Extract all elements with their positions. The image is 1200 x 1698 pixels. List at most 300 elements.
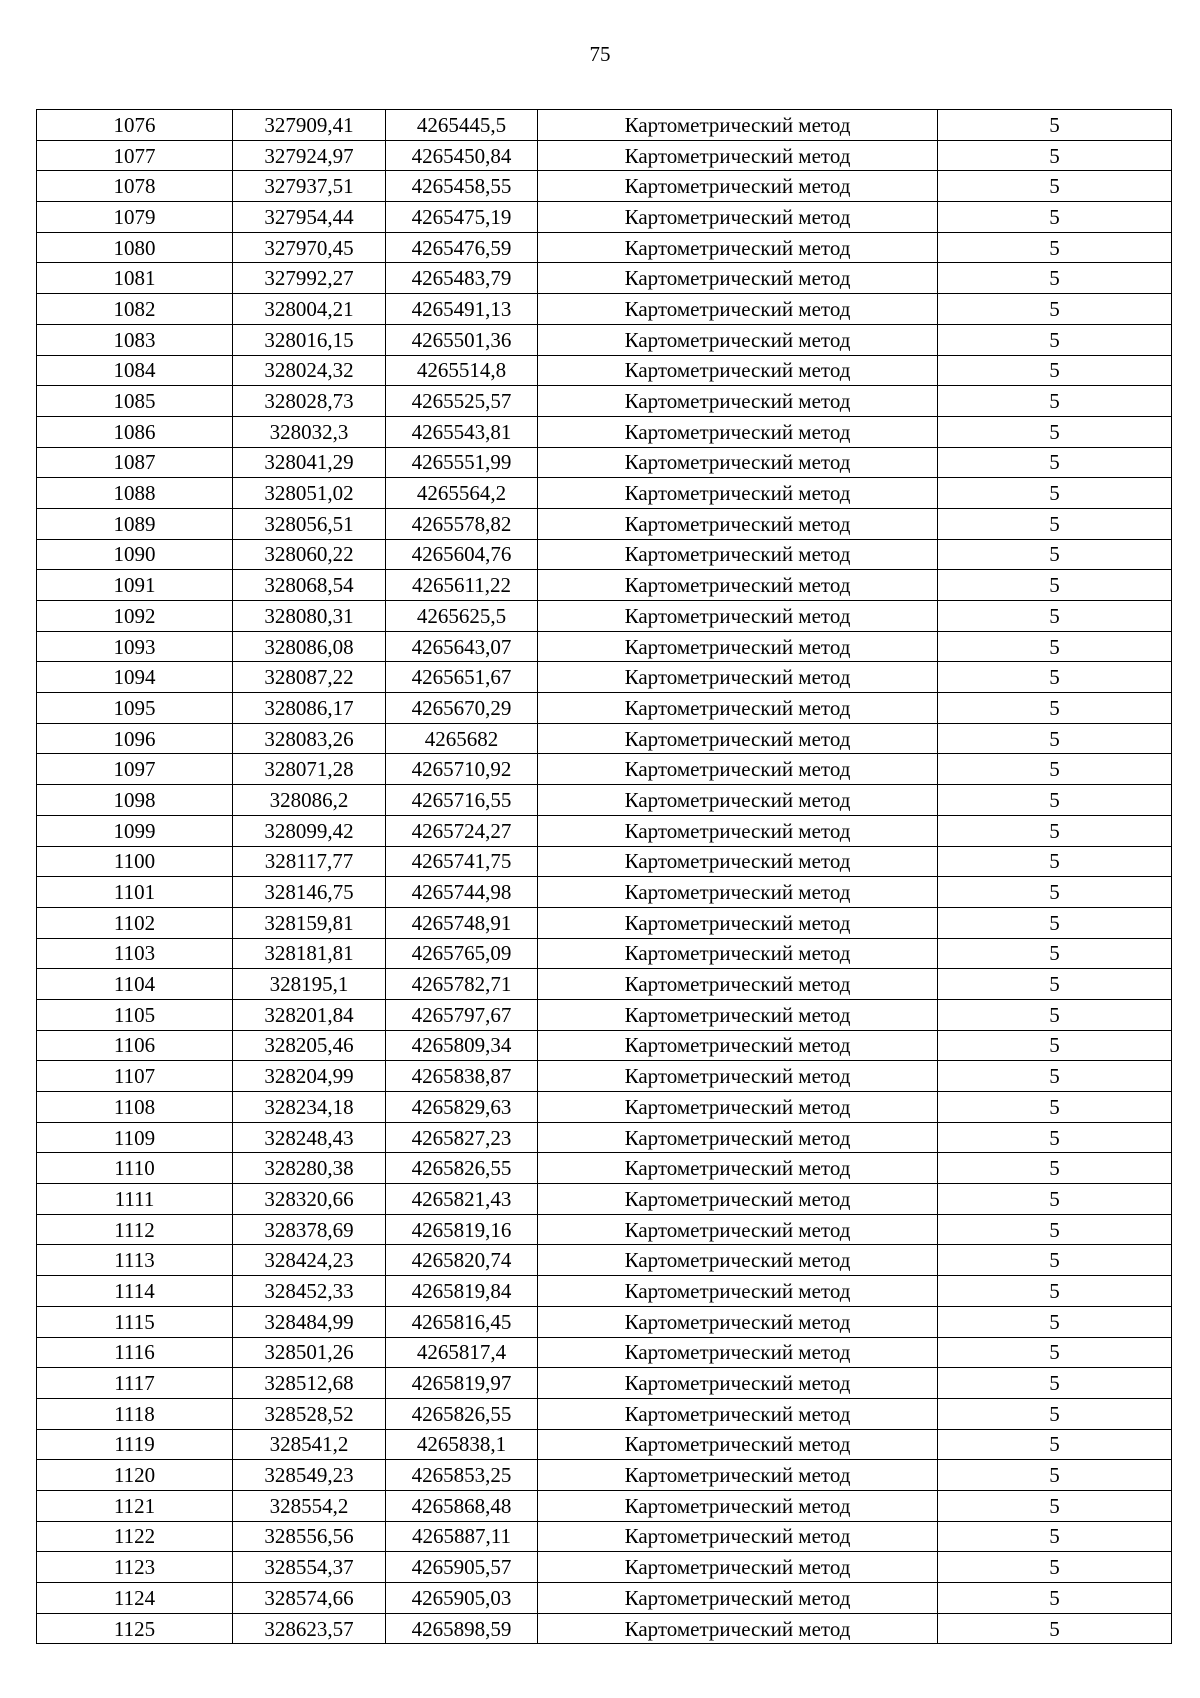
point-number-cell: 1085 xyxy=(37,386,233,417)
table-row xyxy=(37,785,1172,816)
point-number-cell: 1084 xyxy=(37,355,233,386)
table-row xyxy=(37,263,1172,294)
table-row xyxy=(37,478,1172,509)
point-number-cell: 1096 xyxy=(37,723,233,754)
point-number-cell: 1087 xyxy=(37,447,233,478)
point-number-cell: 1076 xyxy=(37,110,233,141)
y-coordinate-cell: 4265501,36 xyxy=(386,324,538,355)
x-coordinate-cell: 328556,56 xyxy=(233,1521,386,1552)
point-number-cell: 1123 xyxy=(37,1552,233,1583)
point-number-cell: 1107 xyxy=(37,1061,233,1092)
accuracy-cell: 5 xyxy=(938,1429,1172,1460)
point-number-cell: 1102 xyxy=(37,907,233,938)
table-row xyxy=(37,1552,1172,1583)
x-coordinate-cell: 328099,42 xyxy=(233,815,386,846)
x-coordinate-cell: 328146,75 xyxy=(233,877,386,908)
y-coordinate-cell: 4265491,13 xyxy=(386,294,538,325)
point-number-cell: 1121 xyxy=(37,1490,233,1521)
y-coordinate-cell: 4265543,81 xyxy=(386,416,538,447)
accuracy-cell: 5 xyxy=(938,877,1172,908)
x-coordinate-cell: 328041,29 xyxy=(233,447,386,478)
y-coordinate-cell: 4265604,76 xyxy=(386,539,538,570)
x-coordinate-cell: 328181,81 xyxy=(233,938,386,969)
accuracy-cell: 5 xyxy=(938,171,1172,202)
point-number-cell: 1112 xyxy=(37,1214,233,1245)
method-cell: Картометрический метод xyxy=(538,1429,938,1460)
table-row xyxy=(37,171,1172,202)
y-coordinate-cell: 4265819,16 xyxy=(386,1214,538,1245)
accuracy-cell: 5 xyxy=(938,938,1172,969)
method-cell: Картометрический метод xyxy=(538,202,938,233)
accuracy-cell: 5 xyxy=(938,1583,1172,1614)
x-coordinate-cell: 328159,81 xyxy=(233,907,386,938)
table-row xyxy=(37,1368,1172,1399)
y-coordinate-cell: 4265564,2 xyxy=(386,478,538,509)
point-number-cell: 1125 xyxy=(37,1613,233,1644)
y-coordinate-cell: 4265821,43 xyxy=(386,1184,538,1215)
y-coordinate-cell: 4265748,91 xyxy=(386,907,538,938)
point-number-cell: 1103 xyxy=(37,938,233,969)
accuracy-cell: 5 xyxy=(938,662,1172,693)
method-cell: Картометрический метод xyxy=(538,1583,938,1614)
point-number-cell: 1079 xyxy=(37,202,233,233)
point-number-cell: 1111 xyxy=(37,1184,233,1215)
table-row xyxy=(37,202,1172,233)
point-number-cell: 1091 xyxy=(37,570,233,601)
point-number-cell: 1118 xyxy=(37,1398,233,1429)
x-coordinate-cell: 328512,68 xyxy=(233,1368,386,1399)
point-number-cell: 1116 xyxy=(37,1337,233,1368)
x-coordinate-cell: 328024,32 xyxy=(233,355,386,386)
point-number-cell: 1124 xyxy=(37,1583,233,1614)
x-coordinate-cell: 328068,54 xyxy=(233,570,386,601)
accuracy-cell: 5 xyxy=(938,1398,1172,1429)
method-cell: Картометрический метод xyxy=(538,1521,938,1552)
point-number-cell: 1078 xyxy=(37,171,233,202)
x-coordinate-cell: 328549,23 xyxy=(233,1460,386,1491)
accuracy-cell: 5 xyxy=(938,846,1172,877)
x-coordinate-cell: 327937,51 xyxy=(233,171,386,202)
accuracy-cell: 5 xyxy=(938,631,1172,662)
point-number-cell: 1104 xyxy=(37,969,233,1000)
y-coordinate-cell: 4265782,71 xyxy=(386,969,538,1000)
accuracy-cell: 5 xyxy=(938,1276,1172,1307)
table-row xyxy=(37,1061,1172,1092)
point-number-cell: 1082 xyxy=(37,294,233,325)
point-number-cell: 1089 xyxy=(37,508,233,539)
table-row xyxy=(37,662,1172,693)
x-coordinate-cell: 328071,28 xyxy=(233,754,386,785)
point-number-cell: 1122 xyxy=(37,1521,233,1552)
point-number-cell: 1094 xyxy=(37,662,233,693)
accuracy-cell: 5 xyxy=(938,539,1172,570)
table-row xyxy=(37,969,1172,1000)
table-row xyxy=(37,416,1172,447)
coordinates-table-body xyxy=(37,110,1172,1644)
table-row xyxy=(37,1583,1172,1614)
table-row xyxy=(37,723,1172,754)
x-coordinate-cell: 328060,22 xyxy=(233,539,386,570)
x-coordinate-cell: 327924,97 xyxy=(233,140,386,171)
accuracy-cell: 5 xyxy=(938,815,1172,846)
point-number-cell: 1100 xyxy=(37,846,233,877)
point-number-cell: 1117 xyxy=(37,1368,233,1399)
y-coordinate-cell: 4265611,22 xyxy=(386,570,538,601)
x-coordinate-cell: 328004,21 xyxy=(233,294,386,325)
x-coordinate-cell: 328452,33 xyxy=(233,1276,386,1307)
method-cell: Картометрический метод xyxy=(538,1214,938,1245)
method-cell: Картометрический метод xyxy=(538,386,938,417)
table-row xyxy=(37,539,1172,570)
x-coordinate-cell: 327970,45 xyxy=(233,232,386,263)
accuracy-cell: 5 xyxy=(938,693,1172,724)
method-cell: Картометрический метод xyxy=(538,324,938,355)
y-coordinate-cell: 4265829,63 xyxy=(386,1092,538,1123)
point-number-cell: 1093 xyxy=(37,631,233,662)
page-number: 75 xyxy=(589,42,611,66)
y-coordinate-cell: 4265458,55 xyxy=(386,171,538,202)
point-number-cell: 1113 xyxy=(37,1245,233,1276)
accuracy-cell: 5 xyxy=(938,478,1172,509)
accuracy-cell: 5 xyxy=(938,785,1172,816)
x-coordinate-cell: 328280,38 xyxy=(233,1153,386,1184)
y-coordinate-cell: 4265651,67 xyxy=(386,662,538,693)
table-row xyxy=(37,1613,1172,1644)
x-coordinate-cell: 328623,57 xyxy=(233,1613,386,1644)
table-row xyxy=(37,1092,1172,1123)
accuracy-cell: 5 xyxy=(938,601,1172,632)
method-cell: Картометрический метод xyxy=(538,754,938,785)
point-number-cell: 1119 xyxy=(37,1429,233,1460)
method-cell: Картометрический метод xyxy=(538,999,938,1030)
y-coordinate-cell: 4265710,92 xyxy=(386,754,538,785)
accuracy-cell: 5 xyxy=(938,1460,1172,1491)
accuracy-cell: 5 xyxy=(938,1490,1172,1521)
table-row xyxy=(37,1214,1172,1245)
x-coordinate-cell: 328484,99 xyxy=(233,1306,386,1337)
table-row xyxy=(37,631,1172,662)
point-number-cell: 1086 xyxy=(37,416,233,447)
accuracy-cell: 5 xyxy=(938,416,1172,447)
accuracy-cell: 5 xyxy=(938,508,1172,539)
table-row xyxy=(37,1337,1172,1368)
table-row xyxy=(37,447,1172,478)
accuracy-cell: 5 xyxy=(938,754,1172,785)
table-row xyxy=(37,877,1172,908)
method-cell: Картометрический метод xyxy=(538,969,938,1000)
y-coordinate-cell: 4265898,59 xyxy=(386,1613,538,1644)
accuracy-cell: 5 xyxy=(938,969,1172,1000)
method-cell: Картометрический метод xyxy=(538,416,938,447)
method-cell: Картометрический метод xyxy=(538,846,938,877)
accuracy-cell: 5 xyxy=(938,1184,1172,1215)
accuracy-cell: 5 xyxy=(938,294,1172,325)
y-coordinate-cell: 4265905,03 xyxy=(386,1583,538,1614)
y-coordinate-cell: 4265838,1 xyxy=(386,1429,538,1460)
table-row xyxy=(37,846,1172,877)
point-number-cell: 1088 xyxy=(37,478,233,509)
point-number-cell: 1110 xyxy=(37,1153,233,1184)
y-coordinate-cell: 4265817,4 xyxy=(386,1337,538,1368)
table-row xyxy=(37,508,1172,539)
y-coordinate-cell: 4265816,45 xyxy=(386,1306,538,1337)
x-coordinate-cell: 328501,26 xyxy=(233,1337,386,1368)
point-number-cell: 1106 xyxy=(37,1030,233,1061)
x-coordinate-cell: 328528,52 xyxy=(233,1398,386,1429)
point-number-cell: 1083 xyxy=(37,324,233,355)
accuracy-cell: 5 xyxy=(938,570,1172,601)
table-row xyxy=(37,1245,1172,1276)
x-coordinate-cell: 328080,31 xyxy=(233,601,386,632)
table-row xyxy=(37,1429,1172,1460)
y-coordinate-cell: 4265476,59 xyxy=(386,232,538,263)
y-coordinate-cell: 4265819,84 xyxy=(386,1276,538,1307)
x-coordinate-cell: 328195,1 xyxy=(233,969,386,1000)
x-coordinate-cell: 328016,15 xyxy=(233,324,386,355)
point-number-cell: 1101 xyxy=(37,877,233,908)
method-cell: Картометрический метод xyxy=(538,1306,938,1337)
y-coordinate-cell: 4265724,27 xyxy=(386,815,538,846)
x-coordinate-cell: 328117,77 xyxy=(233,846,386,877)
method-cell: Картометрический метод xyxy=(538,140,938,171)
accuracy-cell: 5 xyxy=(938,1122,1172,1153)
method-cell: Картометрический метод xyxy=(538,355,938,386)
x-coordinate-cell: 328086,2 xyxy=(233,785,386,816)
method-cell: Картометрический метод xyxy=(538,1552,938,1583)
accuracy-cell: 5 xyxy=(938,232,1172,263)
y-coordinate-cell: 4265838,87 xyxy=(386,1061,538,1092)
accuracy-cell: 5 xyxy=(938,1030,1172,1061)
accuracy-cell: 5 xyxy=(938,1337,1172,1368)
method-cell: Картометрический метод xyxy=(538,815,938,846)
accuracy-cell: 5 xyxy=(938,1306,1172,1337)
y-coordinate-cell: 4265744,98 xyxy=(386,877,538,908)
method-cell: Картометрический метод xyxy=(538,1460,938,1491)
method-cell: Картометрический метод xyxy=(538,110,938,141)
point-number-cell: 1105 xyxy=(37,999,233,1030)
table-row xyxy=(37,1030,1172,1061)
table-row xyxy=(37,1184,1172,1215)
method-cell: Картометрический метод xyxy=(538,938,938,969)
y-coordinate-cell: 4265551,99 xyxy=(386,447,538,478)
accuracy-cell: 5 xyxy=(938,140,1172,171)
y-coordinate-cell: 4265827,23 xyxy=(386,1122,538,1153)
x-coordinate-cell: 328032,3 xyxy=(233,416,386,447)
y-coordinate-cell: 4265820,74 xyxy=(386,1245,538,1276)
accuracy-cell: 5 xyxy=(938,907,1172,938)
method-cell: Картометрический метод xyxy=(538,631,938,662)
x-coordinate-cell: 328086,08 xyxy=(233,631,386,662)
y-coordinate-cell: 4265868,48 xyxy=(386,1490,538,1521)
method-cell: Картометрический метод xyxy=(538,1061,938,1092)
table-row xyxy=(37,232,1172,263)
method-cell: Картометрический метод xyxy=(538,1245,938,1276)
point-number-cell: 1097 xyxy=(37,754,233,785)
x-coordinate-cell: 328083,26 xyxy=(233,723,386,754)
accuracy-cell: 5 xyxy=(938,324,1172,355)
accuracy-cell: 5 xyxy=(938,1092,1172,1123)
method-cell: Картометрический метод xyxy=(538,907,938,938)
table-row xyxy=(37,570,1172,601)
table-row xyxy=(37,294,1172,325)
accuracy-cell: 5 xyxy=(938,1613,1172,1644)
method-cell: Картометрический метод xyxy=(538,263,938,294)
x-coordinate-cell: 327909,41 xyxy=(233,110,386,141)
table-row xyxy=(37,938,1172,969)
method-cell: Картометрический метод xyxy=(538,662,938,693)
point-number-cell: 1115 xyxy=(37,1306,233,1337)
point-number-cell: 1099 xyxy=(37,815,233,846)
method-cell: Картометрический метод xyxy=(538,232,938,263)
table-row xyxy=(37,324,1172,355)
point-number-cell: 1098 xyxy=(37,785,233,816)
x-coordinate-cell: 328320,66 xyxy=(233,1184,386,1215)
x-coordinate-cell: 328051,02 xyxy=(233,478,386,509)
table-row xyxy=(37,1306,1172,1337)
x-coordinate-cell: 328424,23 xyxy=(233,1245,386,1276)
method-cell: Картометрический метод xyxy=(538,447,938,478)
y-coordinate-cell: 4265765,09 xyxy=(386,938,538,969)
accuracy-cell: 5 xyxy=(938,1552,1172,1583)
y-coordinate-cell: 4265525,57 xyxy=(386,386,538,417)
x-coordinate-cell: 328205,46 xyxy=(233,1030,386,1061)
accuracy-cell: 5 xyxy=(938,1214,1172,1245)
point-number-cell: 1090 xyxy=(37,539,233,570)
table-row xyxy=(37,999,1172,1030)
x-coordinate-cell: 327992,27 xyxy=(233,263,386,294)
y-coordinate-cell: 4265514,8 xyxy=(386,355,538,386)
y-coordinate-cell: 4265475,19 xyxy=(386,202,538,233)
x-coordinate-cell: 328028,73 xyxy=(233,386,386,417)
method-cell: Картометрический метод xyxy=(538,1490,938,1521)
point-number-cell: 1109 xyxy=(37,1122,233,1153)
table-row xyxy=(37,1521,1172,1552)
accuracy-cell: 5 xyxy=(938,1368,1172,1399)
method-cell: Картометрический метод xyxy=(538,1398,938,1429)
method-cell: Картометрический метод xyxy=(538,1184,938,1215)
y-coordinate-cell: 4265741,75 xyxy=(386,846,538,877)
point-number-cell: 1108 xyxy=(37,1092,233,1123)
method-cell: Картометрический метод xyxy=(538,1368,938,1399)
y-coordinate-cell: 4265797,67 xyxy=(386,999,538,1030)
x-coordinate-cell: 328574,66 xyxy=(233,1583,386,1614)
accuracy-cell: 5 xyxy=(938,447,1172,478)
method-cell: Картометрический метод xyxy=(538,693,938,724)
method-cell: Картометрический метод xyxy=(538,171,938,202)
method-cell: Картометрический метод xyxy=(538,539,938,570)
table-row xyxy=(37,815,1172,846)
x-coordinate-cell: 328201,84 xyxy=(233,999,386,1030)
accuracy-cell: 5 xyxy=(938,723,1172,754)
x-coordinate-cell: 328086,17 xyxy=(233,693,386,724)
x-coordinate-cell: 328541,2 xyxy=(233,1429,386,1460)
y-coordinate-cell: 4265826,55 xyxy=(386,1398,538,1429)
method-cell: Картометрический метод xyxy=(538,294,938,325)
accuracy-cell: 5 xyxy=(938,202,1172,233)
point-number-cell: 1092 xyxy=(37,601,233,632)
y-coordinate-cell: 4265887,11 xyxy=(386,1521,538,1552)
y-coordinate-cell: 4265483,79 xyxy=(386,263,538,294)
method-cell: Картометрический метод xyxy=(538,1030,938,1061)
method-cell: Картометрический метод xyxy=(538,1276,938,1307)
coordinates-table xyxy=(36,109,1172,1644)
accuracy-cell: 5 xyxy=(938,999,1172,1030)
table-row xyxy=(37,1153,1172,1184)
method-cell: Картометрический метод xyxy=(538,1153,938,1184)
y-coordinate-cell: 4265670,29 xyxy=(386,693,538,724)
table-row xyxy=(37,907,1172,938)
accuracy-cell: 5 xyxy=(938,1153,1172,1184)
accuracy-cell: 5 xyxy=(938,1521,1172,1552)
table-row xyxy=(37,140,1172,171)
y-coordinate-cell: 4265809,34 xyxy=(386,1030,538,1061)
table-row xyxy=(37,1398,1172,1429)
y-coordinate-cell: 4265853,25 xyxy=(386,1460,538,1491)
table-row xyxy=(37,754,1172,785)
x-coordinate-cell: 328378,69 xyxy=(233,1214,386,1245)
y-coordinate-cell: 4265625,5 xyxy=(386,601,538,632)
point-number-cell: 1077 xyxy=(37,140,233,171)
x-coordinate-cell: 328056,51 xyxy=(233,508,386,539)
table-row xyxy=(37,601,1172,632)
x-coordinate-cell: 328087,22 xyxy=(233,662,386,693)
point-number-cell: 1114 xyxy=(37,1276,233,1307)
y-coordinate-cell: 4265643,07 xyxy=(386,631,538,662)
x-coordinate-cell: 328554,37 xyxy=(233,1552,386,1583)
method-cell: Картометрический метод xyxy=(538,877,938,908)
y-coordinate-cell: 4265905,57 xyxy=(386,1552,538,1583)
accuracy-cell: 5 xyxy=(938,263,1172,294)
x-coordinate-cell: 327954,44 xyxy=(233,202,386,233)
y-coordinate-cell: 4265450,84 xyxy=(386,140,538,171)
y-coordinate-cell: 4265445,5 xyxy=(386,110,538,141)
y-coordinate-cell: 4265578,82 xyxy=(386,508,538,539)
method-cell: Картометрический метод xyxy=(538,1122,938,1153)
point-number-cell: 1080 xyxy=(37,232,233,263)
table-row xyxy=(37,1460,1172,1491)
y-coordinate-cell: 4265682 xyxy=(386,723,538,754)
point-number-cell: 1081 xyxy=(37,263,233,294)
table-row xyxy=(37,110,1172,141)
method-cell: Картометрический метод xyxy=(538,785,938,816)
y-coordinate-cell: 4265826,55 xyxy=(386,1153,538,1184)
method-cell: Картометрический метод xyxy=(538,570,938,601)
y-coordinate-cell: 4265716,55 xyxy=(386,785,538,816)
accuracy-cell: 5 xyxy=(938,386,1172,417)
method-cell: Картометрический метод xyxy=(538,601,938,632)
x-coordinate-cell: 328248,43 xyxy=(233,1122,386,1153)
point-number-cell: 1120 xyxy=(37,1460,233,1491)
accuracy-cell: 5 xyxy=(938,355,1172,386)
method-cell: Картометрический метод xyxy=(538,508,938,539)
y-coordinate-cell: 4265819,97 xyxy=(386,1368,538,1399)
x-coordinate-cell: 328204,99 xyxy=(233,1061,386,1092)
method-cell: Картометрический метод xyxy=(538,1337,938,1368)
x-coordinate-cell: 328554,2 xyxy=(233,1490,386,1521)
table-row xyxy=(37,693,1172,724)
x-coordinate-cell: 328234,18 xyxy=(233,1092,386,1123)
accuracy-cell: 5 xyxy=(938,110,1172,141)
method-cell: Картометрический метод xyxy=(538,1092,938,1123)
point-number-cell: 1095 xyxy=(37,693,233,724)
accuracy-cell: 5 xyxy=(938,1245,1172,1276)
method-cell: Картометрический метод xyxy=(538,478,938,509)
table-row xyxy=(37,386,1172,417)
table-row xyxy=(37,355,1172,386)
table-row xyxy=(37,1122,1172,1153)
table-row xyxy=(37,1276,1172,1307)
method-cell: Картометрический метод xyxy=(538,723,938,754)
